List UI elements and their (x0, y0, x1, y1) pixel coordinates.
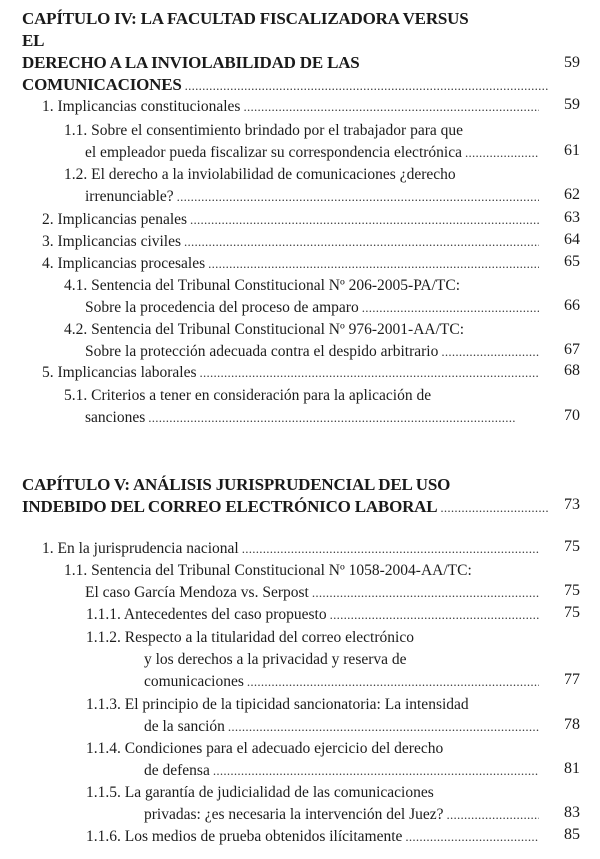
chapter-title-line: CAPÍTULO V: ANÁLISIS JURISPRUDENCIAL DEL USO (22, 475, 451, 494)
entry-text: de la sanción (144, 718, 225, 735)
leader-dots (330, 604, 539, 626)
toc-entry (42, 362, 542, 384)
leader-dots (243, 96, 539, 118)
chapter-4-title (22, 8, 492, 97)
leader-dots (200, 362, 539, 384)
chapter-5-title (22, 474, 552, 519)
leader-dots (228, 716, 539, 738)
toc-entry (64, 120, 542, 164)
entry-page: 85 (564, 826, 580, 843)
leader-dots (208, 253, 539, 275)
entry-page: 83 (564, 804, 580, 821)
leader-dots (247, 671, 539, 693)
leader-dots (148, 407, 539, 429)
entry-text: 5. Implicancias laborales (42, 364, 197, 381)
chapter-title-line: INDEBIDO DEL CORREO ELECTRÓNICO LABORAL (22, 497, 438, 516)
leader-dots (177, 186, 539, 208)
entry-text: y los derechos a la privacidad y reserva de (144, 651, 407, 668)
entry-text: sanciones (85, 409, 146, 426)
entry-text: 1.1. Sobre el consentimiento brindado por el trabajador para que (64, 122, 463, 139)
toc-entry (86, 627, 542, 693)
toc-entry (86, 782, 542, 826)
leader-dots (362, 297, 539, 319)
entry-page: 75 (564, 604, 580, 621)
chapter-5-page: 73 (564, 496, 580, 513)
leader-dots (213, 760, 539, 782)
toc-entry (42, 96, 542, 118)
entry-text: 5.1. Criterios a tener en consideración para la aplicación de (64, 387, 432, 404)
entry-text: 1. En la jurisprudencia nacional (42, 540, 239, 557)
entry-page: 63 (564, 209, 580, 226)
entry-text: 1.1.6. Los medios de prueba obtenidos ilícitamente (86, 828, 403, 845)
entry-text: 1. Implicancias constitucionales (42, 98, 241, 115)
entry-text: privadas: ¿es necesaria la intervención del Juez? (144, 806, 444, 823)
toc-entry (42, 538, 542, 560)
entry-page: 61 (564, 142, 580, 159)
leader-dots (185, 75, 549, 97)
entry-text: El caso García Mendoza vs. Serpost (85, 584, 309, 601)
toc-entry (64, 560, 542, 604)
entry-text: 1.1.1. Antecedentes del caso propuesto (86, 606, 327, 623)
entry-text: comunicaciones (144, 673, 244, 690)
leader-dots (184, 231, 539, 253)
entry-page: 64 (564, 231, 580, 248)
leader-dots (242, 538, 539, 560)
entry-page: 62 (564, 186, 580, 203)
entry-text: 1.1.3. El principio de la tipicidad sancionatoria: La intensidad (86, 696, 469, 713)
leader-dots (465, 142, 539, 164)
toc-entry (42, 209, 542, 231)
toc-entry (42, 253, 542, 275)
toc-entry (86, 738, 542, 782)
chapter-title-line: COMUNICACIONES (22, 75, 182, 94)
toc-entry (64, 164, 542, 208)
entry-page: 68 (564, 362, 580, 379)
entry-page: 77 (564, 671, 580, 688)
entry-text: 3. Implicancias civiles (42, 233, 182, 250)
entry-page: 70 (564, 407, 580, 424)
leader-dots (440, 497, 549, 519)
leader-dots (190, 209, 539, 231)
toc-entry (86, 826, 542, 848)
entry-text: 1.1.2. Respecto a la titularidad del correo electrónico (86, 629, 414, 646)
leader-dots (441, 341, 539, 363)
entry-text: irrenunciable? (85, 188, 174, 205)
toc-entry (86, 694, 542, 738)
entry-text: Sobre la protección adecuada contra el despido arbitrario (85, 343, 439, 360)
leader-dots (312, 582, 539, 604)
entry-page: 81 (564, 760, 580, 777)
toc-entry (42, 231, 542, 253)
entry-page: 75 (564, 538, 580, 555)
toc-entry (64, 385, 542, 429)
entry-page: 66 (564, 297, 580, 314)
entry-page: 59 (564, 96, 580, 113)
chapter-title-line: CAPÍTULO IV: LA FACULTAD FISCALIZADORA VERSUS EL (22, 9, 469, 50)
entry-text: 1.1. Sentencia del Tribunal Constitucional Nº 1058-2004-AA/TC: (64, 562, 472, 579)
toc-entry (64, 319, 542, 363)
entry-text: Sobre la procedencia del proceso de amparo (85, 299, 359, 316)
leader-dots (405, 826, 539, 848)
entry-page: 67 (564, 341, 580, 358)
entry-text: 1.1.4. Condiciones para el adecuado ejercicio del derecho (86, 740, 444, 757)
entry-text: 1.2. El derecho a la inviolabilidad de comunicaciones ¿derecho (64, 166, 456, 183)
entry-text: 2. Implicancias penales (42, 211, 188, 228)
toc-entry (86, 604, 542, 626)
entry-page: 65 (564, 253, 580, 270)
entry-text: el empleador pueda fiscalizar su correspondencia electrónica (85, 144, 462, 161)
leader-dots (447, 804, 539, 826)
toc-entry (64, 275, 542, 319)
entry-page: 78 (564, 716, 580, 733)
entry-text: 4.2. Sentencia del Tribunal Constitucional Nº 976-2001-AA/TC: (64, 321, 465, 338)
chapter-4-page: 59 (564, 54, 580, 71)
entry-text: de defensa (144, 762, 210, 779)
chapter-title-line: DERECHO A LA INVIOLABILIDAD DE LAS (22, 53, 360, 72)
entry-text: 4. Implicancias procesales (42, 255, 206, 272)
entry-text: 4.1. Sentencia del Tribunal Constitucional Nº 206-2005-PA/TC: (64, 277, 461, 294)
entry-text: 1.1.5. La garantía de judicialidad de las comunicaciones (86, 784, 434, 801)
entry-page: 75 (564, 582, 580, 599)
